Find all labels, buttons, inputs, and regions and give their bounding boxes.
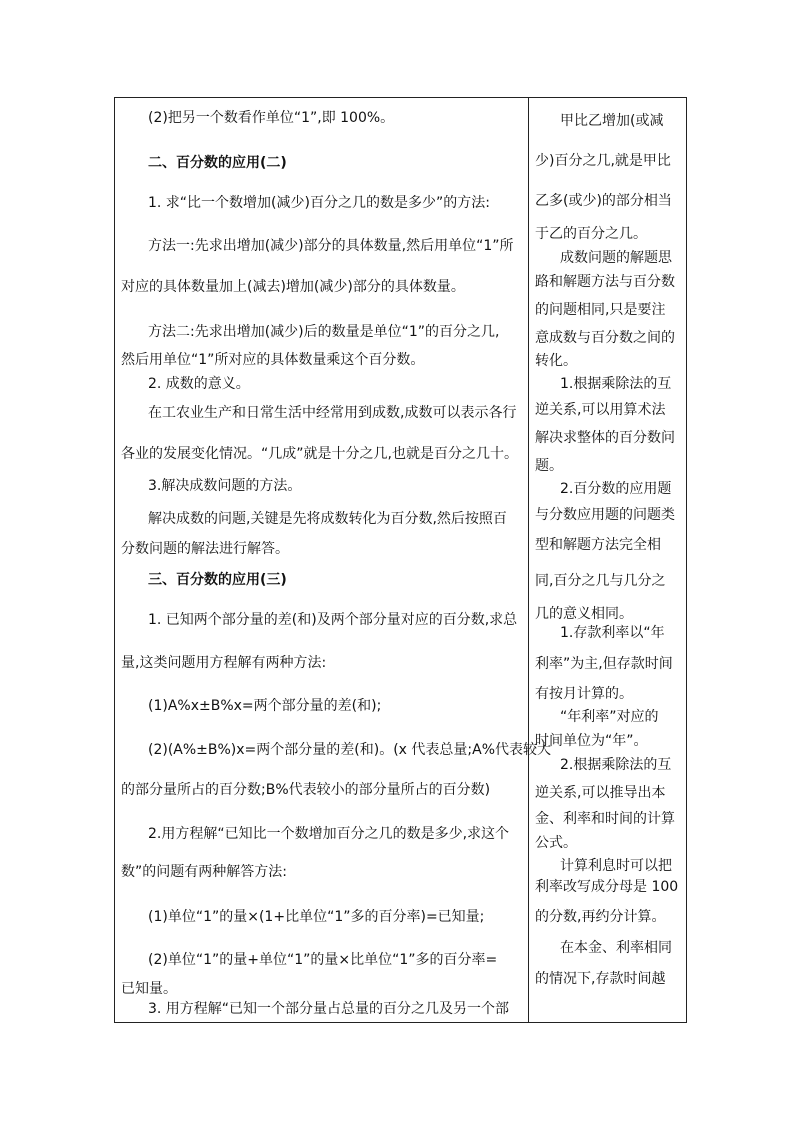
left-line: 2.用方程解“已知比一个数增加百分之几的数是多少,求这个	[148, 826, 510, 842]
right-line: 的分数,再约分计算。	[535, 909, 666, 925]
left-line: 已知量。	[121, 981, 177, 997]
right-line: 有按月计算的。	[535, 686, 633, 702]
right-line: 同,百分之几与几分之	[535, 573, 666, 589]
right-line: 逆关系,可以用算术法	[535, 402, 666, 418]
left-line: 在工农业生产和日常生活中经常用到成数,成数可以表示各行	[148, 405, 517, 421]
left-line: (2)把另一个数看作单位“1”,即 100%。	[148, 110, 395, 126]
formula-line: (1)单位“1”的量×(1+比单位“1”多的百分率)=已知量;	[148, 909, 485, 925]
right-line: 转化。	[535, 353, 577, 369]
left-line: 2. 成数的意义。	[148, 376, 250, 392]
left-line: 方法二:先求出增加(减少)后的数量是单位“1”的百分之几,	[148, 324, 500, 340]
right-line: 与分数应用题的问题类	[535, 507, 675, 523]
right-line: 题。	[535, 458, 563, 474]
right-line: 的情况下,存款时间越	[535, 971, 666, 987]
right-line: 型和解题方法完全相	[535, 537, 661, 553]
left-line: 对应的具体数量加上(减去)增加(减少)部分的具体数量。	[121, 279, 465, 295]
left-line: 解决成数的问题,关键是先将成数转化为百分数,然后按照百	[148, 511, 507, 527]
right-line: 乙多(或少)的部分相当	[535, 193, 672, 209]
left-line: 分数问题的解法进行解答。	[121, 541, 289, 557]
column-divider	[528, 97, 529, 1023]
right-line: 公式。	[535, 835, 577, 851]
right-line: 逆关系,可以推导出本	[535, 785, 666, 801]
left-line: 3.解决成数问题的方法。	[148, 478, 302, 494]
right-line: 1.根据乘除法的互	[560, 376, 672, 392]
left-line: 1. 已知两个部分量的差(和)及两个部分量对应的百分数,求总	[148, 612, 518, 628]
left-line: 然后用单位“1”所对应的具体数量乘这个百分数。	[121, 352, 425, 368]
left-line: 各业的发展变化情况。“几成”就是十分之几,也就是百分之几十。	[121, 446, 518, 462]
left-line: 量,这类问题用方程解有两种方法:	[121, 655, 327, 671]
right-line: 时间单位为“年”。	[535, 733, 648, 749]
right-line: 金、利率和时间的计算	[535, 811, 675, 827]
right-line: 解决求整体的百分数问	[535, 430, 675, 446]
right-line: 2.根据乘除法的互	[560, 757, 672, 773]
section-heading: 三、百分数的应用(三)	[148, 572, 287, 588]
left-line: 的部分量所占的百分数;B%代表较小的部分量所占的百分数)	[121, 782, 491, 798]
left-line: 1. 求“比一个数增加(减少)百分之几的数是多少”的方法:	[148, 195, 490, 211]
right-line: 利率改写成分母是 100	[535, 879, 679, 895]
formula-line: (1)A%x±B%x=两个部分量的差(和);	[148, 698, 382, 714]
left-line: 3. 用方程解“已知一个部分量占总量的百分之几及另一个部	[148, 1001, 510, 1017]
left-line: 方法一:先求出增加(减少)部分的具体数量,然后用单位“1”所	[148, 238, 514, 254]
right-line: 利率”为主,但存款时间	[535, 656, 673, 672]
right-line: 计算利息时可以把	[560, 858, 672, 874]
right-line: “年利率”对应的	[560, 709, 659, 725]
right-line: 的问题相同,只是要注	[535, 302, 666, 318]
formula-line: (2)(A%±B%)x=两个部分量的差(和)。(x 代表总量;A%代表较大	[148, 742, 552, 758]
right-line: 于乙的百分之几。	[535, 226, 647, 242]
section-heading: 二、百分数的应用(二)	[148, 155, 287, 171]
right-line: 2.百分数的应用题	[560, 481, 672, 497]
formula-line: (2)单位“1”的量+单位“1”的量×比单位“1”多的百分率=	[148, 952, 498, 968]
left-line: 数”的问题有两种解答方法:	[121, 864, 287, 880]
right-line: 路和解题方法与百分数	[535, 274, 675, 290]
right-line: 甲比乙增加(或减	[560, 113, 664, 129]
right-line: 少)百分之几,就是甲比	[535, 153, 671, 169]
right-line: 几的意义相同。	[535, 606, 633, 622]
right-line: 成数问题的解题思	[560, 250, 672, 266]
right-line: 意成数与百分数之间的	[535, 330, 675, 346]
right-line: 1.存款利率以“年	[560, 625, 665, 641]
right-line: 在本金、利率相同	[560, 940, 672, 956]
